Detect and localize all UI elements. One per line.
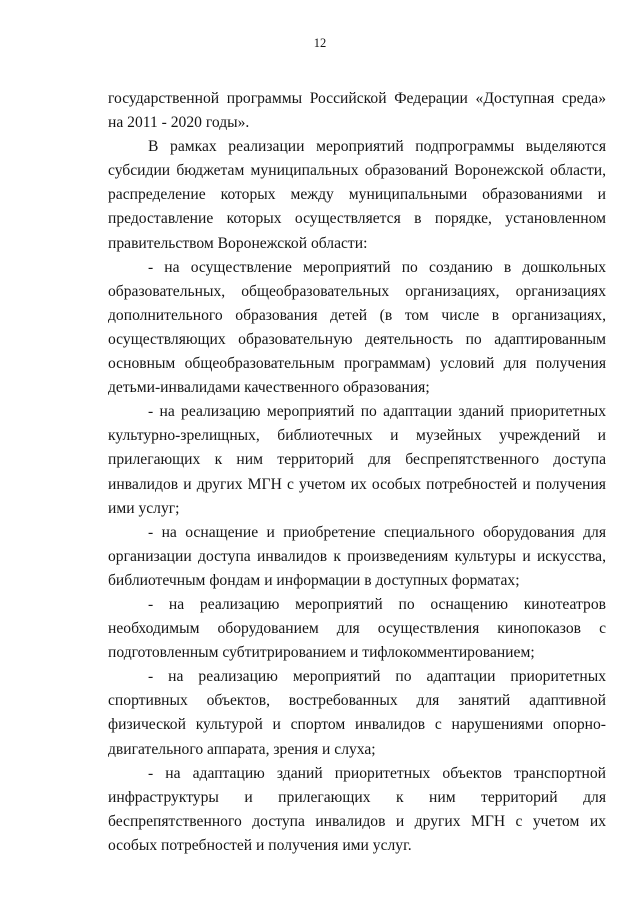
page-number: 12 xyxy=(313,36,327,50)
list-item-cinemas: - на реализацию мероприятий по оснащению кинотеатров необходимым оборудованием для осуществления кинопоказов с подготовленным субтитрированием и тифлокомментированием; xyxy=(108,595,606,662)
list-item-culture-buildings: - на реализацию мероприятий по адаптации зданий приоритетных культурно-зрелищных, библиотечных и музейных учреждений и прилегающих к ним территорий для беспрепятственного доступа инвалидов и других МГН с учетом их особых потребностей и получения ими услуг; xyxy=(108,403,606,517)
paragraph-program-continuation: государственной программы Российской Федерации «Доступная среда» на 2011 - 2020 годы». xyxy=(108,90,606,132)
paragraph-subsidies-intro: В рамках реализации мероприятий подпрограммы выделяются субсидии бюджетам муниципальных образований Воронежской области, распределение которых между муниципальными образованиями и предоставление которых осуществляется в порядке, установленном правительством Воронежской области: xyxy=(108,138,606,252)
document-body xyxy=(108,87,606,858)
list-item-education: - на осуществление мероприятий по созданию в дошкольных образовательных, общеобразовательных организациях, организациях дополнительного образования детей (в том числе в организациях, осуществляющих образовательную деятельность по адаптированным основным общеобразовательным программам) условий для получения детьми-инвалидами качественного образования; xyxy=(108,258,606,397)
list-item-transport-infrastructure: - на адаптацию зданий приоритетных объектов транспортной инфраструктуры и прилегающих к ним территорий для беспрепятственного доступа инвалидов и других МГН с учетом их особых потребностей и получения ими услуг. xyxy=(108,764,606,854)
list-item-special-equipment: - на оснащение и приобретение специального оборудования для организации доступа инвалидов к произведениям культуры и искусства, библиотечным фондам и информации в доступных форматах; xyxy=(108,523,606,589)
list-item-sports-facilities: - на реализацию мероприятий по адаптации приоритетных спортивных объектов, востребованных для занятий адаптивной физической культурой и спортом инвалидов с нарушениями опорно-двигательного аппарата, зрения и слуха; xyxy=(108,668,606,758)
